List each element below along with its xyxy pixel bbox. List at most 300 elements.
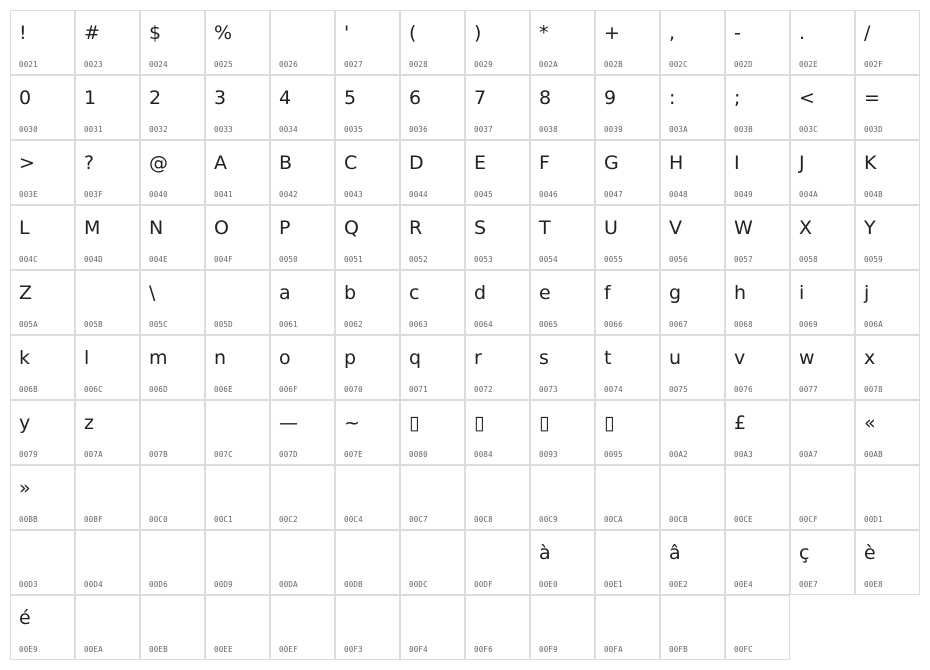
glyph-char: i: [799, 282, 805, 304]
glyph-cell: [270, 465, 335, 530]
glyph-codepoint-label: 00FA: [604, 645, 623, 654]
glyph-codepoint-label: 0030: [19, 125, 38, 134]
glyph-cell: [400, 75, 465, 140]
glyph-char: 4: [279, 87, 292, 109]
glyph-cell: [790, 75, 855, 140]
glyph-char: (: [409, 22, 417, 44]
glyph-cell: [725, 530, 790, 595]
glyph-codepoint-label: 0042: [279, 190, 298, 199]
glyph-cell: [75, 205, 140, 270]
glyph-cell: [790, 335, 855, 400]
glyph-cell: [725, 270, 790, 335]
glyph-cell: [465, 75, 530, 140]
glyph-cell: [75, 530, 140, 595]
glyph-cell: [465, 400, 530, 465]
glyph-char: @: [149, 152, 168, 174]
glyph-char: ▯: [604, 412, 615, 434]
glyph-cell: [75, 595, 140, 660]
glyph-cell: [660, 530, 725, 595]
glyph-cell: [75, 400, 140, 465]
glyph-codepoint-label: 00F4: [409, 645, 428, 654]
glyph-cell: [660, 10, 725, 75]
glyph-char: â: [669, 542, 681, 564]
glyph-cell: [205, 335, 270, 400]
glyph-cell: [335, 335, 400, 400]
glyph-codepoint-label: 0074: [604, 385, 623, 394]
glyph-cell: [725, 465, 790, 530]
glyph-cell: [400, 10, 465, 75]
glyph-codepoint-label: 002E: [799, 60, 818, 69]
glyph-char: ▯: [409, 412, 420, 434]
glyph-codepoint-label: 0066: [604, 320, 623, 329]
glyph-codepoint-label: 00E2: [669, 580, 688, 589]
glyph-cell: [400, 400, 465, 465]
glyph-codepoint-label: 007A: [84, 450, 103, 459]
glyph-codepoint-label: 00E0: [539, 580, 558, 589]
glyph-cell: [465, 335, 530, 400]
glyph-char: ~: [344, 412, 360, 434]
glyph-cell: [790, 530, 855, 595]
glyph-char: v: [734, 347, 746, 369]
glyph-char: y: [19, 412, 31, 434]
glyph-cell: [205, 465, 270, 530]
glyph-cell: [400, 335, 465, 400]
glyph-codepoint-label: 004C: [19, 255, 38, 264]
glyph-cell: [335, 465, 400, 530]
glyph-cell: [725, 75, 790, 140]
glyph-char: :: [669, 87, 676, 109]
glyph-codepoint-label: 00EA: [84, 645, 103, 654]
glyph-cell: [335, 205, 400, 270]
glyph-char: z: [84, 412, 94, 434]
glyph-cell: [335, 270, 400, 335]
glyph-cell: [10, 335, 75, 400]
glyph-cell: [270, 270, 335, 335]
glyph-cell: [10, 270, 75, 335]
glyph-cell: [530, 270, 595, 335]
glyph-codepoint-label: 00F9: [539, 645, 558, 654]
glyph-cell: [465, 205, 530, 270]
glyph-codepoint-label: 00D6: [149, 580, 168, 589]
glyph-codepoint-label: 00C9: [539, 515, 558, 524]
glyph-char: x: [864, 347, 876, 369]
glyph-cell: [75, 465, 140, 530]
glyph-char: j: [864, 282, 870, 304]
glyph-cell: [660, 465, 725, 530]
glyph-codepoint-label: 007E: [344, 450, 363, 459]
glyph-char: *: [539, 22, 549, 44]
glyph-codepoint-label: 0080: [409, 450, 428, 459]
glyph-codepoint-label: 007B: [149, 450, 168, 459]
glyph-codepoint-label: 003F: [84, 190, 103, 199]
glyph-codepoint-label: 007C: [214, 450, 233, 459]
glyph-cell: [465, 465, 530, 530]
glyph-codepoint-label: 00BF: [84, 515, 103, 524]
glyph-char: é: [19, 607, 31, 629]
glyph-codepoint-label: 00AB: [864, 450, 883, 459]
glyph-codepoint-label: 006B: [19, 385, 38, 394]
glyph-cell: [530, 595, 595, 660]
glyph-cell: [205, 595, 270, 660]
glyph-cell: [10, 10, 75, 75]
glyph-codepoint-label: 00C4: [344, 515, 363, 524]
glyph-cell: [855, 75, 920, 140]
glyph-codepoint-label: 0095: [604, 450, 623, 459]
glyph-cell: [10, 205, 75, 270]
glyph-codepoint-label: 00C8: [474, 515, 493, 524]
glyph-char: \: [149, 282, 156, 304]
glyph-codepoint-label: 002B: [604, 60, 623, 69]
glyph-codepoint-label: 0054: [539, 255, 558, 264]
glyph-codepoint-label: 0059: [864, 255, 883, 264]
glyph-char: >: [19, 152, 35, 174]
glyph-char: n: [214, 347, 227, 369]
glyph-cell: [855, 400, 920, 465]
glyph-cell: [75, 140, 140, 205]
glyph-codepoint-label: 002D: [734, 60, 753, 69]
glyph-codepoint-label: 0033: [214, 125, 233, 134]
glyph-char: r: [474, 347, 482, 369]
glyph-codepoint-label: 0039: [604, 125, 623, 134]
glyph-cell: [270, 10, 335, 75]
glyph-cell: [75, 75, 140, 140]
glyph-char: C: [344, 152, 358, 174]
glyph-cell: [465, 595, 530, 660]
glyph-char: h: [734, 282, 747, 304]
glyph-char: 0: [19, 87, 32, 109]
glyph-codepoint-label: 0029: [474, 60, 493, 69]
glyph-cell: [75, 270, 140, 335]
glyph-cell: [595, 140, 660, 205]
glyph-char: U: [604, 217, 618, 239]
glyph-codepoint-label: 00FB: [669, 645, 688, 654]
glyph-char: e: [539, 282, 551, 304]
glyph-codepoint-label: 0065: [539, 320, 558, 329]
glyph-codepoint-label: 00A3: [734, 450, 753, 459]
glyph-codepoint-label: 005C: [149, 320, 168, 329]
glyph-codepoint-label: 0044: [409, 190, 428, 199]
glyph-codepoint-label: 00C0: [149, 515, 168, 524]
glyph-cell: [595, 335, 660, 400]
glyph-codepoint-label: 0041: [214, 190, 233, 199]
glyph-cell: [140, 10, 205, 75]
glyph-char: «: [864, 412, 876, 434]
glyph-codepoint-label: 0064: [474, 320, 493, 329]
glyph-codepoint-label: 00C1: [214, 515, 233, 524]
glyph-codepoint-label: 006A: [864, 320, 883, 329]
glyph-cell: [205, 400, 270, 465]
glyph-codepoint-label: 00CE: [734, 515, 753, 524]
glyph-char: 1: [84, 87, 97, 109]
glyph-cell: [205, 270, 270, 335]
glyph-cell: [10, 465, 75, 530]
glyph-cell: [595, 270, 660, 335]
glyph-codepoint-label: 0024: [149, 60, 168, 69]
glyph-cell: [790, 205, 855, 270]
glyph-codepoint-label: 00EE: [214, 645, 233, 654]
glyph-codepoint-label: 0056: [669, 255, 688, 264]
glyph-cell: [205, 205, 270, 270]
glyph-char: P: [279, 217, 291, 239]
glyph-codepoint-label: 002C: [669, 60, 688, 69]
glyph-cell: [205, 530, 270, 595]
glyph-codepoint-label: 0047: [604, 190, 623, 199]
glyph-codepoint-label: 0035: [344, 125, 363, 134]
glyph-cell: [270, 530, 335, 595]
glyph-codepoint-label: 0067: [669, 320, 688, 329]
glyph-codepoint-label: 0040: [149, 190, 168, 199]
glyph-codepoint-label: 006F: [279, 385, 298, 394]
glyph-cell: [855, 335, 920, 400]
glyph-cell: [855, 140, 920, 205]
glyph-char: Q: [344, 217, 359, 239]
glyph-char: k: [19, 347, 31, 369]
glyph-codepoint-label: 0048: [669, 190, 688, 199]
glyph-cell: [140, 205, 205, 270]
glyph-cell: [855, 270, 920, 335]
glyph-char: D: [409, 152, 424, 174]
glyph-cell: [725, 140, 790, 205]
glyph-codepoint-label: 00D1: [864, 515, 883, 524]
glyph-cell: [465, 140, 530, 205]
glyph-char: ç: [799, 542, 810, 564]
glyph-codepoint-label: 0028: [409, 60, 428, 69]
glyph-cell: [270, 140, 335, 205]
glyph-cell: [205, 140, 270, 205]
glyph-char: I: [734, 152, 740, 174]
glyph-char: o: [279, 347, 291, 369]
glyph-char: p: [344, 347, 357, 369]
glyph-char: H: [669, 152, 684, 174]
glyph-cell: [75, 335, 140, 400]
glyph-char: ?: [84, 152, 95, 174]
glyph-codepoint-label: 003B: [734, 125, 753, 134]
glyph-codepoint-label: 00FC: [734, 645, 753, 654]
glyph-codepoint-label: 0021: [19, 60, 38, 69]
glyph-cell: [530, 335, 595, 400]
glyph-codepoint-label: 004D: [84, 255, 103, 264]
glyph-codepoint-label: 00E4: [734, 580, 753, 589]
glyph-char: m: [149, 347, 168, 369]
glyph-cell: [400, 205, 465, 270]
glyph-cell: [595, 465, 660, 530]
glyph-char: 9: [604, 87, 617, 109]
glyph-codepoint-label: 0037: [474, 125, 493, 134]
glyph-char: ,: [669, 22, 676, 44]
glyph-char: Y: [864, 217, 876, 239]
glyph-cell: [140, 335, 205, 400]
glyph-char: u: [669, 347, 682, 369]
glyph-codepoint-label: 0025: [214, 60, 233, 69]
glyph-codepoint-label: 0068: [734, 320, 753, 329]
glyph-cell: [400, 270, 465, 335]
glyph-char: %: [214, 22, 233, 44]
glyph-char: ): [474, 22, 482, 44]
glyph-cell: [725, 400, 790, 465]
glyph-char: $: [149, 22, 162, 44]
glyph-cell: [75, 10, 140, 75]
glyph-codepoint-label: 0077: [799, 385, 818, 394]
glyph-char: l: [84, 347, 90, 369]
glyph-char: R: [409, 217, 423, 239]
glyph-codepoint-label: 0071: [409, 385, 428, 394]
glyph-cell: [10, 140, 75, 205]
glyph-codepoint-label: 003E: [19, 190, 38, 199]
glyph-char: »: [19, 477, 31, 499]
glyph-codepoint-label: 005D: [214, 320, 233, 329]
glyph-codepoint-label: 00CF: [799, 515, 818, 524]
glyph-char: <: [799, 87, 815, 109]
glyph-char: S: [474, 217, 487, 239]
glyph-char: =: [864, 87, 880, 109]
glyph-codepoint-label: 0062: [344, 320, 363, 329]
glyph-cell: [790, 10, 855, 75]
glyph-char: ▯: [474, 412, 485, 434]
glyph-cell: [595, 595, 660, 660]
glyph-char: X: [799, 217, 813, 239]
glyph-cell: [530, 75, 595, 140]
glyph-char: c: [409, 282, 420, 304]
glyph-char: O: [214, 217, 229, 239]
glyph-char: £: [734, 412, 747, 434]
glyph-cell: [465, 10, 530, 75]
glyph-codepoint-label: 0079: [19, 450, 38, 459]
glyph-codepoint-label: 004E: [149, 255, 168, 264]
glyph-codepoint-label: 0051: [344, 255, 363, 264]
glyph-codepoint-label: 00DA: [279, 580, 298, 589]
glyph-char: #: [84, 22, 100, 44]
glyph-char: è: [864, 542, 876, 564]
glyph-char: K: [864, 152, 877, 174]
glyph-codepoint-label: 00F3: [344, 645, 363, 654]
glyph-char: t: [604, 347, 612, 369]
glyph-cell: [335, 140, 400, 205]
glyph-codepoint-label: 004F: [214, 255, 233, 264]
glyph-codepoint-label: 00CA: [604, 515, 623, 524]
glyph-codepoint-label: 00A7: [799, 450, 818, 459]
glyph-char: 3: [214, 87, 227, 109]
glyph-codepoint-label: 00DC: [409, 580, 428, 589]
glyph-codepoint-label: 0046: [539, 190, 558, 199]
glyph-cell: [400, 140, 465, 205]
glyph-codepoint-label: 005B: [84, 320, 103, 329]
glyph-codepoint-label: 00A2: [669, 450, 688, 459]
glyph-codepoint-label: 0052: [409, 255, 428, 264]
glyph-cell: [140, 75, 205, 140]
glyph-codepoint-label: 0043: [344, 190, 363, 199]
glyph-char: —: [279, 412, 298, 434]
glyph-codepoint-label: 00D4: [84, 580, 103, 589]
glyph-char: /: [864, 22, 871, 44]
glyph-cell: [270, 595, 335, 660]
glyph-codepoint-label: 0076: [734, 385, 753, 394]
glyph-cell: [660, 400, 725, 465]
glyph-char: N: [149, 217, 164, 239]
glyph-char: ': [344, 22, 350, 44]
glyph-codepoint-label: 00C7: [409, 515, 428, 524]
glyph-char: V: [669, 217, 682, 239]
glyph-char: .: [799, 22, 806, 44]
glyph-char: G: [604, 152, 619, 174]
glyph-char: 2: [149, 87, 162, 109]
glyph-char: 5: [344, 87, 357, 109]
glyph-cell: [400, 530, 465, 595]
glyph-codepoint-label: 00EF: [279, 645, 298, 654]
glyph-codepoint-label: 0027: [344, 60, 363, 69]
glyph-codepoint-label: 003A: [669, 125, 688, 134]
glyph-codepoint-label: 0026: [279, 60, 298, 69]
glyph-char: W: [734, 217, 753, 239]
glyph-cell: [10, 75, 75, 140]
glyph-cell: [725, 10, 790, 75]
glyph-char: 8: [539, 87, 552, 109]
glyph-codepoint-label: 00DB: [344, 580, 363, 589]
glyph-codepoint-label: 0038: [539, 125, 558, 134]
glyph-cell: [660, 335, 725, 400]
glyph-cell: [660, 75, 725, 140]
glyph-cell: [530, 465, 595, 530]
glyph-cell: [660, 205, 725, 270]
glyph-char: -: [734, 22, 741, 44]
glyph-codepoint-label: 0049: [734, 190, 753, 199]
glyph-char: s: [539, 347, 549, 369]
glyph-codepoint-label: 00EB: [149, 645, 168, 654]
glyph-cell: [335, 10, 400, 75]
glyph-cell: [725, 335, 790, 400]
glyph-cell: [400, 595, 465, 660]
glyph-char: ;: [734, 87, 741, 109]
glyph-codepoint-label: 005A: [19, 320, 38, 329]
glyph-cell: [855, 205, 920, 270]
glyph-codepoint-label: 0078: [864, 385, 883, 394]
glyph-codepoint-label: 00DF: [474, 580, 493, 589]
glyph-cell: [205, 75, 270, 140]
glyph-codepoint-label: 00C2: [279, 515, 298, 524]
glyph-codepoint-label: 00CB: [669, 515, 688, 524]
glyph-cell: [140, 530, 205, 595]
glyph-cell: [790, 140, 855, 205]
glyph-codepoint-label: 0072: [474, 385, 493, 394]
glyph-codepoint-label: 00E1: [604, 580, 623, 589]
glyph-codepoint-label: 00D3: [19, 580, 38, 589]
glyph-cell: [855, 10, 920, 75]
glyph-codepoint-label: 0031: [84, 125, 103, 134]
glyph-codepoint-label: 0034: [279, 125, 298, 134]
glyph-cell: [205, 10, 270, 75]
glyph-char: E: [474, 152, 487, 174]
glyph-codepoint-label: 0058: [799, 255, 818, 264]
glyph-codepoint-label: 003D: [864, 125, 883, 134]
glyph-cell: [10, 530, 75, 595]
glyph-codepoint-label: 004A: [799, 190, 818, 199]
glyph-codepoint-label: 0075: [669, 385, 688, 394]
glyph-char: L: [19, 217, 30, 239]
glyph-cell: [140, 270, 205, 335]
glyph-char: !: [19, 22, 27, 44]
glyph-cell: [530, 140, 595, 205]
glyph-codepoint-label: 0063: [409, 320, 428, 329]
glyph-cell: [660, 140, 725, 205]
glyph-cell: [400, 465, 465, 530]
glyph-char: +: [604, 22, 620, 44]
glyph-cell: [595, 400, 660, 465]
glyph-codepoint-label: 0084: [474, 450, 493, 459]
glyph-cell: [465, 270, 530, 335]
glyph-codepoint-label: 002F: [864, 60, 883, 69]
glyph-cell: [790, 270, 855, 335]
glyph-cell: [335, 595, 400, 660]
glyph-codepoint-label: 0050: [279, 255, 298, 264]
